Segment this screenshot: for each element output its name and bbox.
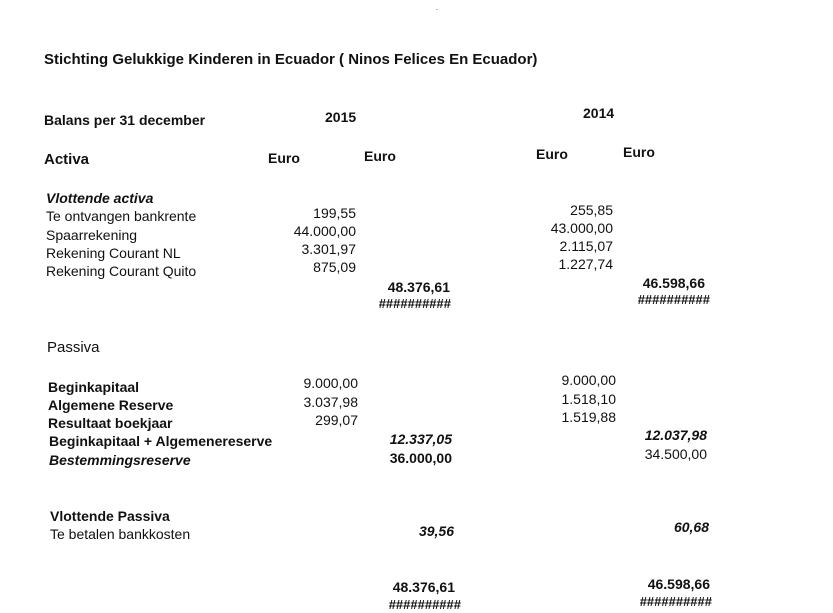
passiva-item-2014: 9.000,00 (561, 372, 616, 388)
balance-title: Balans per 31 december (44, 112, 206, 128)
bankkosten-2014: 60,68 (673, 519, 709, 535)
activa-overflow-2014: ########## (637, 292, 710, 307)
activa-item-2014: 255,85 (570, 202, 613, 218)
passiva-item-2015: 9.000,00 (303, 375, 358, 391)
passiva-item-2014: 1.518,10 (561, 391, 616, 407)
passiva-total-2014: 46.598,66 (647, 576, 710, 592)
activa-item-2015: 44.000,00 (293, 223, 356, 239)
activa-total-2015: 48.376,61 (387, 279, 450, 295)
currency-2014-totals: Euro (623, 144, 655, 160)
activa-item-2014: 43.000,00 (550, 220, 613, 236)
activa-item-2015: 3.301,97 (301, 241, 356, 257)
passiva-overflow-2015: ########## (388, 597, 461, 612)
currency-2014-items: Euro (536, 146, 568, 162)
bankkosten-label: Te betalen bankkosten (50, 526, 191, 542)
year-2014-header: 2014 (583, 105, 615, 121)
activa-item-2014: 1.227,74 (558, 256, 613, 272)
bankkosten-2015: 39,56 (418, 523, 454, 539)
passiva-item-2014: 1.519,88 (561, 409, 616, 425)
currency-2015-items: Euro (268, 150, 300, 166)
passiva-heading: Passiva (47, 339, 100, 356)
scan-speck (436, 9, 438, 10)
passiva-item-label: Resultaat boekjaar (48, 415, 173, 431)
year-2015-header: 2015 (325, 109, 357, 125)
activa-item-2014: 2.115,07 (559, 238, 613, 254)
reserve-2015: 36.000,00 (389, 450, 452, 466)
activa-overflow-2015: ########## (378, 296, 451, 311)
organization-title: Stichting Gelukkige Kinderen in Ecuador ( Ninos Felices En Ecuador) (44, 51, 538, 68)
activa-item-label: Te ontvangen bankrente (46, 208, 197, 224)
activa-item-label: Rekening Courant NL (46, 245, 181, 261)
subtotal-2015: 12.337,05 (389, 431, 452, 447)
activa-total-2014: 46.598,66 (642, 275, 705, 291)
vlottende-activa-heading: Vlottende activa (46, 190, 154, 206)
activa-item-2015: 875,09 (313, 259, 356, 275)
reserve-label: Bestemmingsreserve (49, 452, 191, 468)
reserve-2014: 34.500,00 (644, 446, 707, 462)
passiva-item-2015: 3.037,98 (303, 394, 358, 410)
activa-heading: Activa (44, 151, 90, 168)
passiva-item-2015: 299,07 (315, 412, 358, 428)
activa-item-label: Rekening Courant Quito (46, 263, 197, 279)
subtotal-label: Beginkapitaal + Algemenereserve (49, 433, 273, 449)
vlottende-passiva-heading: Vlottende Passiva (50, 508, 170, 524)
passiva-item-label: Algemene Reserve (48, 397, 174, 413)
subtotal-2014: 12.037,98 (644, 427, 707, 443)
activa-item-2015: 199,55 (313, 205, 356, 221)
activa-item-label: Spaarrekening (46, 227, 138, 243)
currency-2015-totals: Euro (364, 148, 396, 164)
passiva-item-label: Beginkapitaal (48, 379, 140, 395)
passiva-total-2015: 48.376,61 (392, 579, 455, 595)
passiva-overflow-2014: ########## (639, 594, 712, 609)
